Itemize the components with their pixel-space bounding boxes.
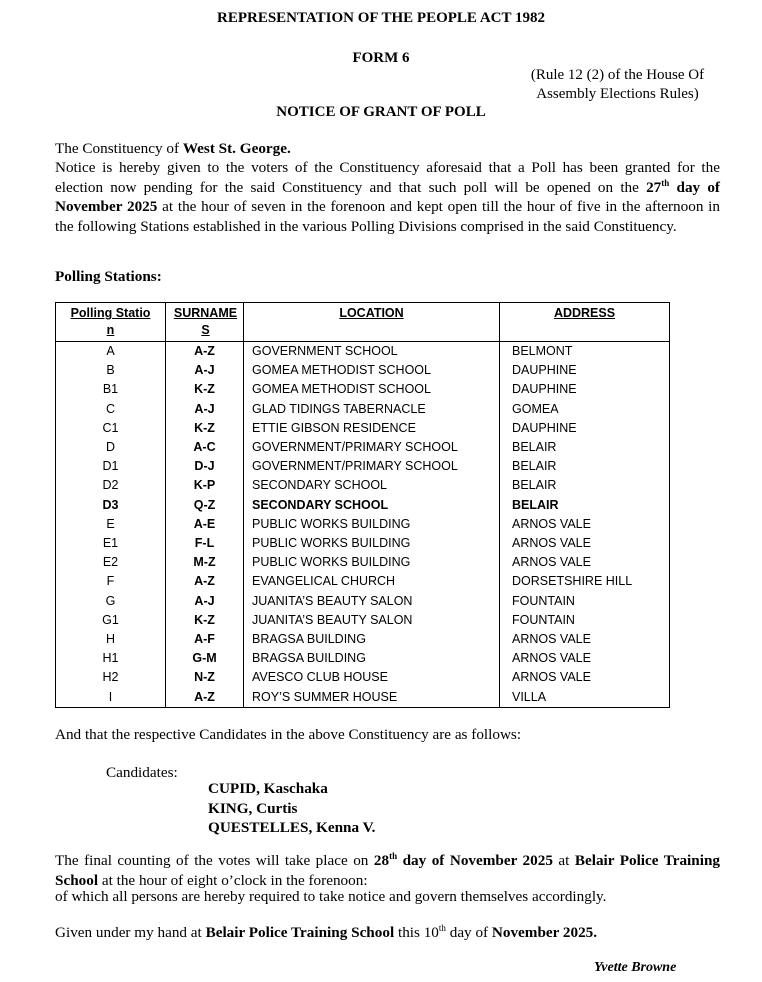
notice-text-2: at the hour of seven in the forenoon and kept open till the hour of five in the afternoon in the following Stations established in the various Polling Divisions comprised in the said Constituency.: [55, 198, 720, 235]
table-row: [56, 649, 670, 668]
station-cell: B1: [56, 380, 166, 399]
location-cell: JUANITA’S BEAUTY SALON: [244, 611, 500, 630]
table-row: [56, 380, 670, 399]
table-row: [56, 630, 670, 649]
table-row: [56, 457, 670, 476]
notice-title: NOTICE OF GRANT OF POLL: [276, 104, 486, 120]
table-row: [56, 611, 670, 630]
station-cell: E2: [56, 553, 166, 572]
address-cell: ARNOS VALE: [500, 553, 670, 572]
poll-day-suffix: th: [661, 177, 670, 188]
location-cell: PUBLIC WORKS BUILDING: [244, 534, 500, 553]
given-date: November 2025.: [491, 924, 598, 941]
given-line: [55, 923, 720, 943]
address-cell: FOUNTAIN: [500, 592, 670, 611]
address-cell: ARNOS VALE: [500, 515, 670, 534]
col-header-surnames: SURNAMES: [166, 303, 244, 342]
given-text-2: this 10: [394, 924, 439, 941]
address-cell: BELAIR: [500, 457, 670, 476]
counting-text-2: at: [552, 852, 575, 869]
table-header-row: [56, 303, 670, 342]
surnames-cell: N-Z: [166, 668, 244, 687]
location-cell: GLAD TIDINGS TABERNACLE: [244, 400, 500, 419]
signature-name: Yvette Browne: [594, 960, 677, 975]
station-cell: B: [56, 361, 166, 380]
table-row: [56, 438, 670, 457]
location-cell: GOMEA METHODIST SCHOOL: [244, 380, 500, 399]
address-cell: BELAIR: [500, 438, 670, 457]
surnames-cell: A-E: [166, 515, 244, 534]
station-cell: C1: [56, 419, 166, 438]
col-header-address: ADDRESS: [500, 303, 670, 342]
notice-text-1: Notice is hereby given to the voters of the Constituency aforesaid that a Poll has been granted for the election now pending for the said Constituency and that such poll will be opened on the: [55, 159, 720, 196]
station-cell: C: [56, 400, 166, 419]
location-cell: GOVERNMENT/PRIMARY SCHOOL: [244, 457, 500, 476]
location-cell: AVESCO CLUB HOUSE: [244, 668, 500, 687]
constituency-prefix: The Constituency of: [55, 140, 183, 157]
station-cell: H: [56, 630, 166, 649]
counting-line-2: of which all persons are hereby required to take notice and govern themselves accordingly.: [55, 888, 607, 905]
counting-text-1: The final counting of the votes will take place on: [55, 852, 374, 869]
surnames-cell: M-Z: [166, 553, 244, 572]
table-row: [56, 515, 670, 534]
address-cell: DAUPHINE: [500, 361, 670, 380]
surnames-cell: A-Z: [166, 688, 244, 708]
station-cell: I: [56, 688, 166, 708]
table-row: [56, 688, 670, 708]
address-cell: FOUNTAIN: [500, 611, 670, 630]
candidates-label: Candidates:: [106, 764, 178, 781]
table-row: [56, 476, 670, 495]
counting-paragraph: [55, 851, 720, 890]
table-row: [56, 668, 670, 687]
location-cell: BRAGSA BUILDING: [244, 649, 500, 668]
address-cell: VILLA: [500, 688, 670, 708]
notice-paragraph: [55, 158, 720, 236]
given-text-1: Given under my hand at: [55, 924, 206, 941]
candidate-name: QUESTELLES, Kenna V.: [208, 819, 376, 836]
surnames-cell: D-J: [166, 457, 244, 476]
location-cell: BRAGSA BUILDING: [244, 630, 500, 649]
rule-line-2: Assembly Elections Rules): [536, 86, 699, 102]
constituency-line: [55, 139, 720, 159]
poll-day-rest: day of November 2025: [55, 178, 720, 215]
table-row: [56, 592, 670, 611]
counting-text-3: at the hour of eight o’clock in the forenoon:: [98, 871, 368, 889]
surnames-cell: A-J: [166, 361, 244, 380]
rule-line-1: (Rule 12 (2) of the House Of: [530, 67, 705, 83]
table-row: [56, 361, 670, 380]
surnames-cell: G-M: [166, 649, 244, 668]
address-cell: ARNOS VALE: [500, 630, 670, 649]
form-number: FORM 6: [352, 50, 410, 66]
polling-stations-table: [55, 302, 670, 708]
surnames-cell: K-P: [166, 476, 244, 495]
location-cell: JUANITA’S BEAUTY SALON: [244, 592, 500, 611]
table-row: [56, 572, 670, 591]
address-cell: ARNOS VALE: [500, 534, 670, 553]
location-cell: SECONDARY SCHOOL: [244, 476, 500, 495]
surnames-cell: K-Z: [166, 611, 244, 630]
surnames-cell: A-J: [166, 592, 244, 611]
location-cell: SECONDARY SCHOOL: [244, 496, 500, 515]
table-row: [56, 400, 670, 419]
surnames-cell: F-L: [166, 534, 244, 553]
count-day-suffix: th: [389, 851, 398, 861]
address-cell: ARNOS VALE: [500, 668, 670, 687]
surnames-cell: K-Z: [166, 380, 244, 399]
surnames-cell: A-Z: [166, 572, 244, 591]
given-day-suffix: th: [438, 923, 446, 933]
station-cell: D2: [56, 476, 166, 495]
location-cell: GOMEA METHODIST SCHOOL: [244, 361, 500, 380]
rule-reference: [490, 66, 745, 104]
address-cell: BELMONT: [500, 342, 670, 362]
station-cell: E1: [56, 534, 166, 553]
location-cell: EVANGELICAL CHURCH: [244, 572, 500, 591]
location-cell: PUBLIC WORKS BUILDING: [244, 515, 500, 534]
address-cell: GOMEA: [500, 400, 670, 419]
candidate-name: CUPID, Kaschaka: [208, 780, 328, 797]
address-cell: ARNOS VALE: [500, 649, 670, 668]
station-cell: G1: [56, 611, 166, 630]
count-day-rest: day of November 2025: [402, 852, 553, 869]
candidate-name: KING, Curtis: [208, 799, 298, 817]
station-cell: F: [56, 572, 166, 591]
table-row: [56, 534, 670, 553]
surnames-cell: K-Z: [166, 419, 244, 438]
count-venue: Belair Police Training School: [55, 852, 720, 889]
location-cell: PUBLIC WORKS BUILDING: [244, 553, 500, 572]
col-header-station: Polling Station: [56, 303, 166, 342]
table-row: [56, 342, 670, 362]
surnames-cell: A-Z: [166, 342, 244, 362]
station-cell: D3: [56, 496, 166, 515]
act-title: REPRESENTATION OF THE PEOPLE ACT 1982: [217, 10, 545, 26]
station-cell: H1: [56, 649, 166, 668]
count-day-number: 28: [373, 852, 390, 869]
location-cell: ROY’S SUMMER HOUSE: [244, 688, 500, 708]
constituency-name: West St. George.: [182, 140, 291, 157]
candidate-list: [208, 779, 375, 838]
surnames-cell: A-F: [166, 630, 244, 649]
station-cell: H2: [56, 668, 166, 687]
station-cell: D1: [56, 457, 166, 476]
col-header-location: LOCATION: [244, 303, 500, 342]
address-cell: BELAIR: [500, 476, 670, 495]
given-text-3: day of: [445, 924, 492, 941]
candidates-intro: And that the respective Candidates in the above Constituency are as follows:: [55, 726, 522, 743]
address-cell: DAUPHINE: [500, 419, 670, 438]
station-cell: A: [56, 342, 166, 362]
location-cell: GOVERNMENT/PRIMARY SCHOOL: [244, 438, 500, 457]
station-cell: D: [56, 438, 166, 457]
station-cell: E: [56, 515, 166, 534]
poll-day-number: 27: [646, 178, 662, 196]
table-row: [56, 419, 670, 438]
address-cell: DORSETSHIRE HILL: [500, 572, 670, 591]
surnames-cell: A-C: [166, 438, 244, 457]
location-cell: ETTIE GIBSON RESIDENCE: [244, 419, 500, 438]
address-cell: DAUPHINE: [500, 380, 670, 399]
polling-stations-heading: Polling Stations:: [55, 268, 162, 285]
given-venue: Belair Police Training School: [205, 924, 395, 941]
table-row: [56, 496, 670, 515]
address-cell: BELAIR: [500, 496, 670, 515]
station-cell: G: [56, 592, 166, 611]
surnames-cell: Q-Z: [166, 496, 244, 515]
location-cell: GOVERNMENT SCHOOL: [244, 342, 500, 362]
table-row: [56, 553, 670, 572]
surnames-cell: A-J: [166, 400, 244, 419]
